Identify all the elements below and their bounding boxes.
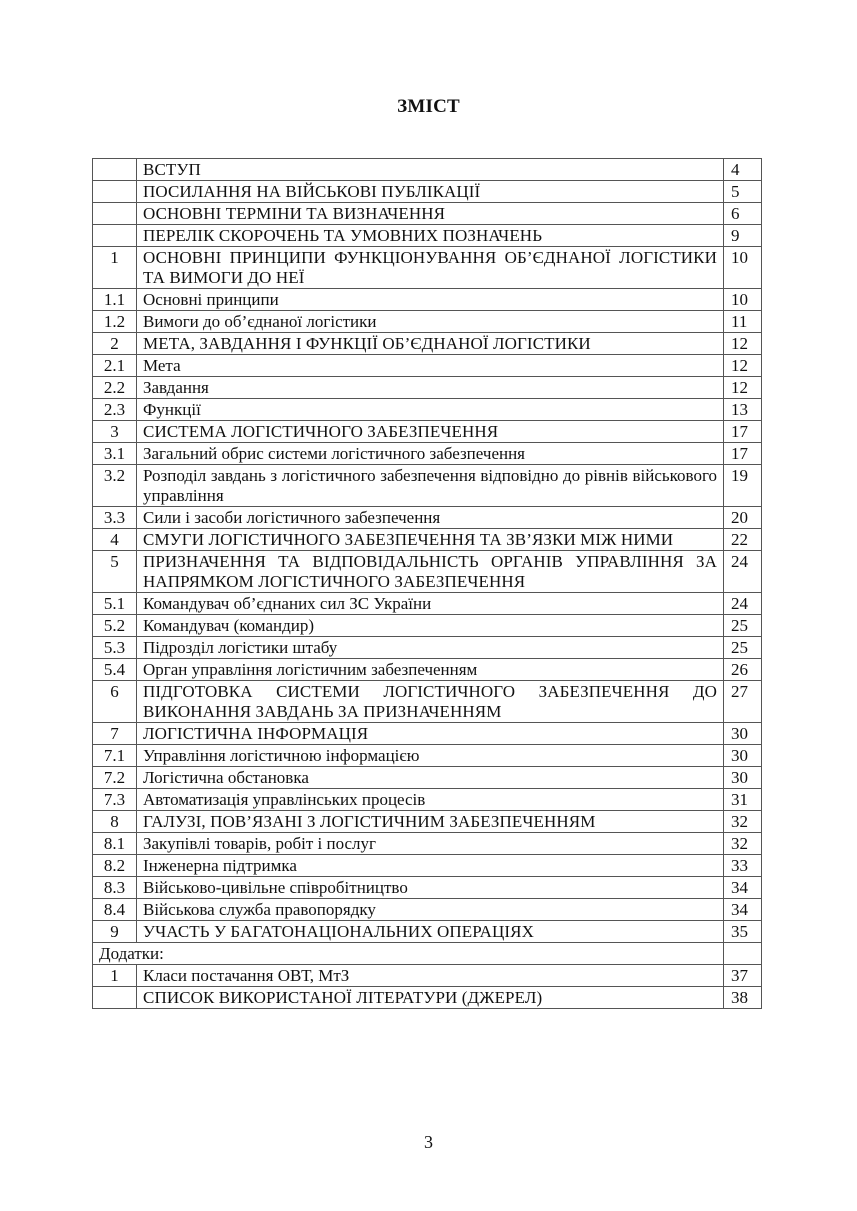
toc-row (93, 811, 762, 833)
toc-entry-number: 1.1 (93, 289, 137, 311)
toc-row (93, 465, 762, 507)
toc-entry-title: Управління логістичною інформацією (137, 745, 724, 767)
toc-entry-title: СМУГИ ЛОГІСТИЧНОГО ЗАБЕЗПЕЧЕННЯ ТА ЗВ’ЯЗКИ МІЖ НИМИ (137, 529, 724, 551)
toc-entry-page: 34 (724, 877, 762, 899)
toc-entry-title: МЕТА, ЗАВДАННЯ І ФУНКЦІЇ ОБ’ЄДНАНОЇ ЛОГІСТИКИ (137, 333, 724, 355)
toc-entry-page: 12 (724, 333, 762, 355)
toc-row (93, 377, 762, 399)
toc-row (93, 855, 762, 877)
toc-entry-number (93, 159, 137, 181)
toc-section-label: Додатки: (93, 943, 724, 965)
toc-entry-number: 8.1 (93, 833, 137, 855)
toc-row (93, 507, 762, 529)
toc-row (93, 767, 762, 789)
toc-entry-title: Вимоги до об’єднаної логістики (137, 311, 724, 333)
toc-entry-page: 4 (724, 159, 762, 181)
toc-entry-title: УЧАСТЬ У БАГАТОНАЦІОНАЛЬНИХ ОПЕРАЦІЯХ (137, 921, 724, 943)
toc-entry-title: ОСНОВНІ ПРИНЦИПИ ФУНКЦІОНУВАННЯ ОБ’ЄДНАНОЇ ЛОГІСТИКИ ТА ВИМОГИ ДО НЕЇ (137, 247, 724, 289)
toc-entry-title: ПРИЗНАЧЕННЯ ТА ВІДПОВІДАЛЬНІСТЬ ОРГАНІВ УПРАВЛІННЯ ЗА НАПРЯМКОМ ЛОГІСТИЧНОГО ЗАБЕЗПЕЧЕННЯ (137, 551, 724, 593)
toc-row (93, 225, 762, 247)
toc-entry-title: Функції (137, 399, 724, 421)
toc-entry-number (93, 181, 137, 203)
toc-row (93, 723, 762, 745)
toc-entry-number: 3.1 (93, 443, 137, 465)
toc-entry-number: 2.1 (93, 355, 137, 377)
toc-entry-number: 5.1 (93, 593, 137, 615)
toc-entry-title: Класи постачання ОВТ, МтЗ (137, 965, 724, 987)
toc-row (93, 159, 762, 181)
toc-entry-title: Завдання (137, 377, 724, 399)
toc-entry-number: 8.3 (93, 877, 137, 899)
toc-entry-number: 6 (93, 681, 137, 723)
toc-entry-title: ВСТУП (137, 159, 724, 181)
toc-entry-title: ПІДГОТОВКА СИСТЕМИ ЛОГІСТИЧНОГО ЗАБЕЗПЕЧЕННЯ ДО ВИКОНАННЯ ЗАВДАНЬ ЗА ПРИЗНАЧЕННЯМ (137, 681, 724, 723)
toc-entry-page: 17 (724, 421, 762, 443)
toc-entry-number: 8.4 (93, 899, 137, 921)
toc-entry-title: Військова служба правопорядку (137, 899, 724, 921)
toc-entry-title: ЛОГІСТИЧНА ІНФОРМАЦІЯ (137, 723, 724, 745)
toc-entry-page: 30 (724, 767, 762, 789)
toc-entry-page: 30 (724, 745, 762, 767)
toc-entry-page: 38 (724, 987, 762, 1009)
toc-entry-title: Основні принципи (137, 289, 724, 311)
toc-entry-number: 7.3 (93, 789, 137, 811)
toc-entry-number (93, 987, 137, 1009)
toc-row (93, 745, 762, 767)
toc-entry-number: 7.2 (93, 767, 137, 789)
toc-entry-page: 27 (724, 681, 762, 723)
toc-entry-page: 11 (724, 311, 762, 333)
toc-body (93, 159, 762, 1009)
toc-entry-number: 2.2 (93, 377, 137, 399)
toc-entry-page: 33 (724, 855, 762, 877)
toc-entry-page: 31 (724, 789, 762, 811)
toc-entry-page: 32 (724, 811, 762, 833)
toc-entry-number (93, 225, 137, 247)
toc-entry-title: Командувач (командир) (137, 615, 724, 637)
toc-row (93, 289, 762, 311)
toc-entry-page: 13 (724, 399, 762, 421)
toc-entry-page: 37 (724, 965, 762, 987)
toc-entry-page: 32 (724, 833, 762, 855)
toc-row (93, 399, 762, 421)
toc-row (93, 965, 762, 987)
toc-entry-page: 12 (724, 355, 762, 377)
toc-entry-page: 6 (724, 203, 762, 225)
toc-entry-title: СПИСОК ВИКОРИСТАНОЇ ЛІТЕРАТУРИ (ДЖЕРЕЛ) (137, 987, 724, 1009)
toc-entry-number: 2 (93, 333, 137, 355)
toc-entry-page: 10 (724, 247, 762, 289)
toc-entry-title: Мета (137, 355, 724, 377)
toc-entry-title: Сили і засоби логістичного забезпечення (137, 507, 724, 529)
toc-entry-number: 3.2 (93, 465, 137, 507)
document-title: ЗМІСТ (397, 96, 460, 117)
toc-entry-title: СИСТЕМА ЛОГІСТИЧНОГО ЗАБЕЗПЕЧЕННЯ (137, 421, 724, 443)
toc-entry-page: 24 (724, 593, 762, 615)
toc-row (93, 421, 762, 443)
toc-entry-page: 25 (724, 615, 762, 637)
toc-entry-title: Командувач об’єднаних сил ЗС України (137, 593, 724, 615)
toc-row (93, 833, 762, 855)
toc-row (93, 593, 762, 615)
toc-entry-title: ГАЛУЗІ, ПОВ’ЯЗАНІ З ЛОГІСТИЧНИМ ЗАБЕЗПЕЧЕННЯМ (137, 811, 724, 833)
toc-entry-title: Інженерна підтримка (137, 855, 724, 877)
toc-entry-page: 24 (724, 551, 762, 593)
toc-entry-title: ПОСИЛАННЯ НА ВІЙСЬКОВІ ПУБЛІКАЦІЇ (137, 181, 724, 203)
toc-entry-page: 9 (724, 225, 762, 247)
toc-row (93, 789, 762, 811)
toc-entry-title: ОСНОВНІ ТЕРМІНИ ТА ВИЗНАЧЕННЯ (137, 203, 724, 225)
toc-entry-title: Загальний обрис системи логістичного забезпечення (137, 443, 724, 465)
toc-row (93, 943, 762, 965)
toc-entry-page (724, 943, 762, 965)
toc-entry-number: 7.1 (93, 745, 137, 767)
toc-entry-page: 10 (724, 289, 762, 311)
toc-entry-title: Логістична обстановка (137, 767, 724, 789)
toc-entry-number: 4 (93, 529, 137, 551)
toc-entry-page: 5 (724, 181, 762, 203)
toc-entry-title: ПЕРЕЛІК СКОРОЧЕНЬ ТА УМОВНИХ ПОЗНАЧЕНЬ (137, 225, 724, 247)
toc-row (93, 681, 762, 723)
toc-entry-number: 9 (93, 921, 137, 943)
toc-entry-page: 12 (724, 377, 762, 399)
toc-entry-number: 8.2 (93, 855, 137, 877)
page-number: 3 (424, 1132, 433, 1152)
toc-entry-number: 7 (93, 723, 137, 745)
toc-row (93, 877, 762, 899)
toc-entry-number: 3 (93, 421, 137, 443)
toc-entry-number: 8 (93, 811, 137, 833)
toc-entry-title: Орган управління логістичним забезпеченням (137, 659, 724, 681)
toc-row (93, 443, 762, 465)
toc-row (93, 659, 762, 681)
toc-row (93, 247, 762, 289)
toc-entry-number: 5.3 (93, 637, 137, 659)
toc-entry-title: Автоматизація управлінських процесів (137, 789, 724, 811)
toc-entry-title: Підрозділ логістики штабу (137, 637, 724, 659)
toc-entry-title: Закупівлі товарів, робіт і послуг (137, 833, 724, 855)
toc-entry-number: 5.2 (93, 615, 137, 637)
toc-entry-page: 26 (724, 659, 762, 681)
toc-row (93, 987, 762, 1009)
toc-row (93, 637, 762, 659)
table-of-contents (92, 158, 762, 1009)
toc-entry-number: 1 (93, 965, 137, 987)
toc-entry-page: 25 (724, 637, 762, 659)
toc-row (93, 203, 762, 225)
toc-row (93, 355, 762, 377)
toc-entry-page: 20 (724, 507, 762, 529)
toc-entry-page: 22 (724, 529, 762, 551)
toc-row (93, 921, 762, 943)
toc-row (93, 529, 762, 551)
toc-row (93, 181, 762, 203)
toc-entry-number: 1.2 (93, 311, 137, 333)
toc-entry-number: 3.3 (93, 507, 137, 529)
toc-entry-page: 30 (724, 723, 762, 745)
toc-entry-page: 19 (724, 465, 762, 507)
toc-row (93, 311, 762, 333)
toc-entry-number: 1 (93, 247, 137, 289)
toc-entry-number: 5.4 (93, 659, 137, 681)
toc-entry-page: 34 (724, 899, 762, 921)
toc-row (93, 333, 762, 355)
toc-entry-number: 2.3 (93, 399, 137, 421)
toc-entry-number (93, 203, 137, 225)
toc-entry-title: Військово-цивільне співробітництво (137, 877, 724, 899)
toc-row (93, 615, 762, 637)
toc-entry-number: 5 (93, 551, 137, 593)
toc-row (93, 899, 762, 921)
toc-entry-page: 35 (724, 921, 762, 943)
toc-row (93, 551, 762, 593)
toc-entry-title: Розподіл завдань з логістичного забезпечення відповідно до рівнів військового управління (137, 465, 724, 507)
toc-entry-page: 17 (724, 443, 762, 465)
